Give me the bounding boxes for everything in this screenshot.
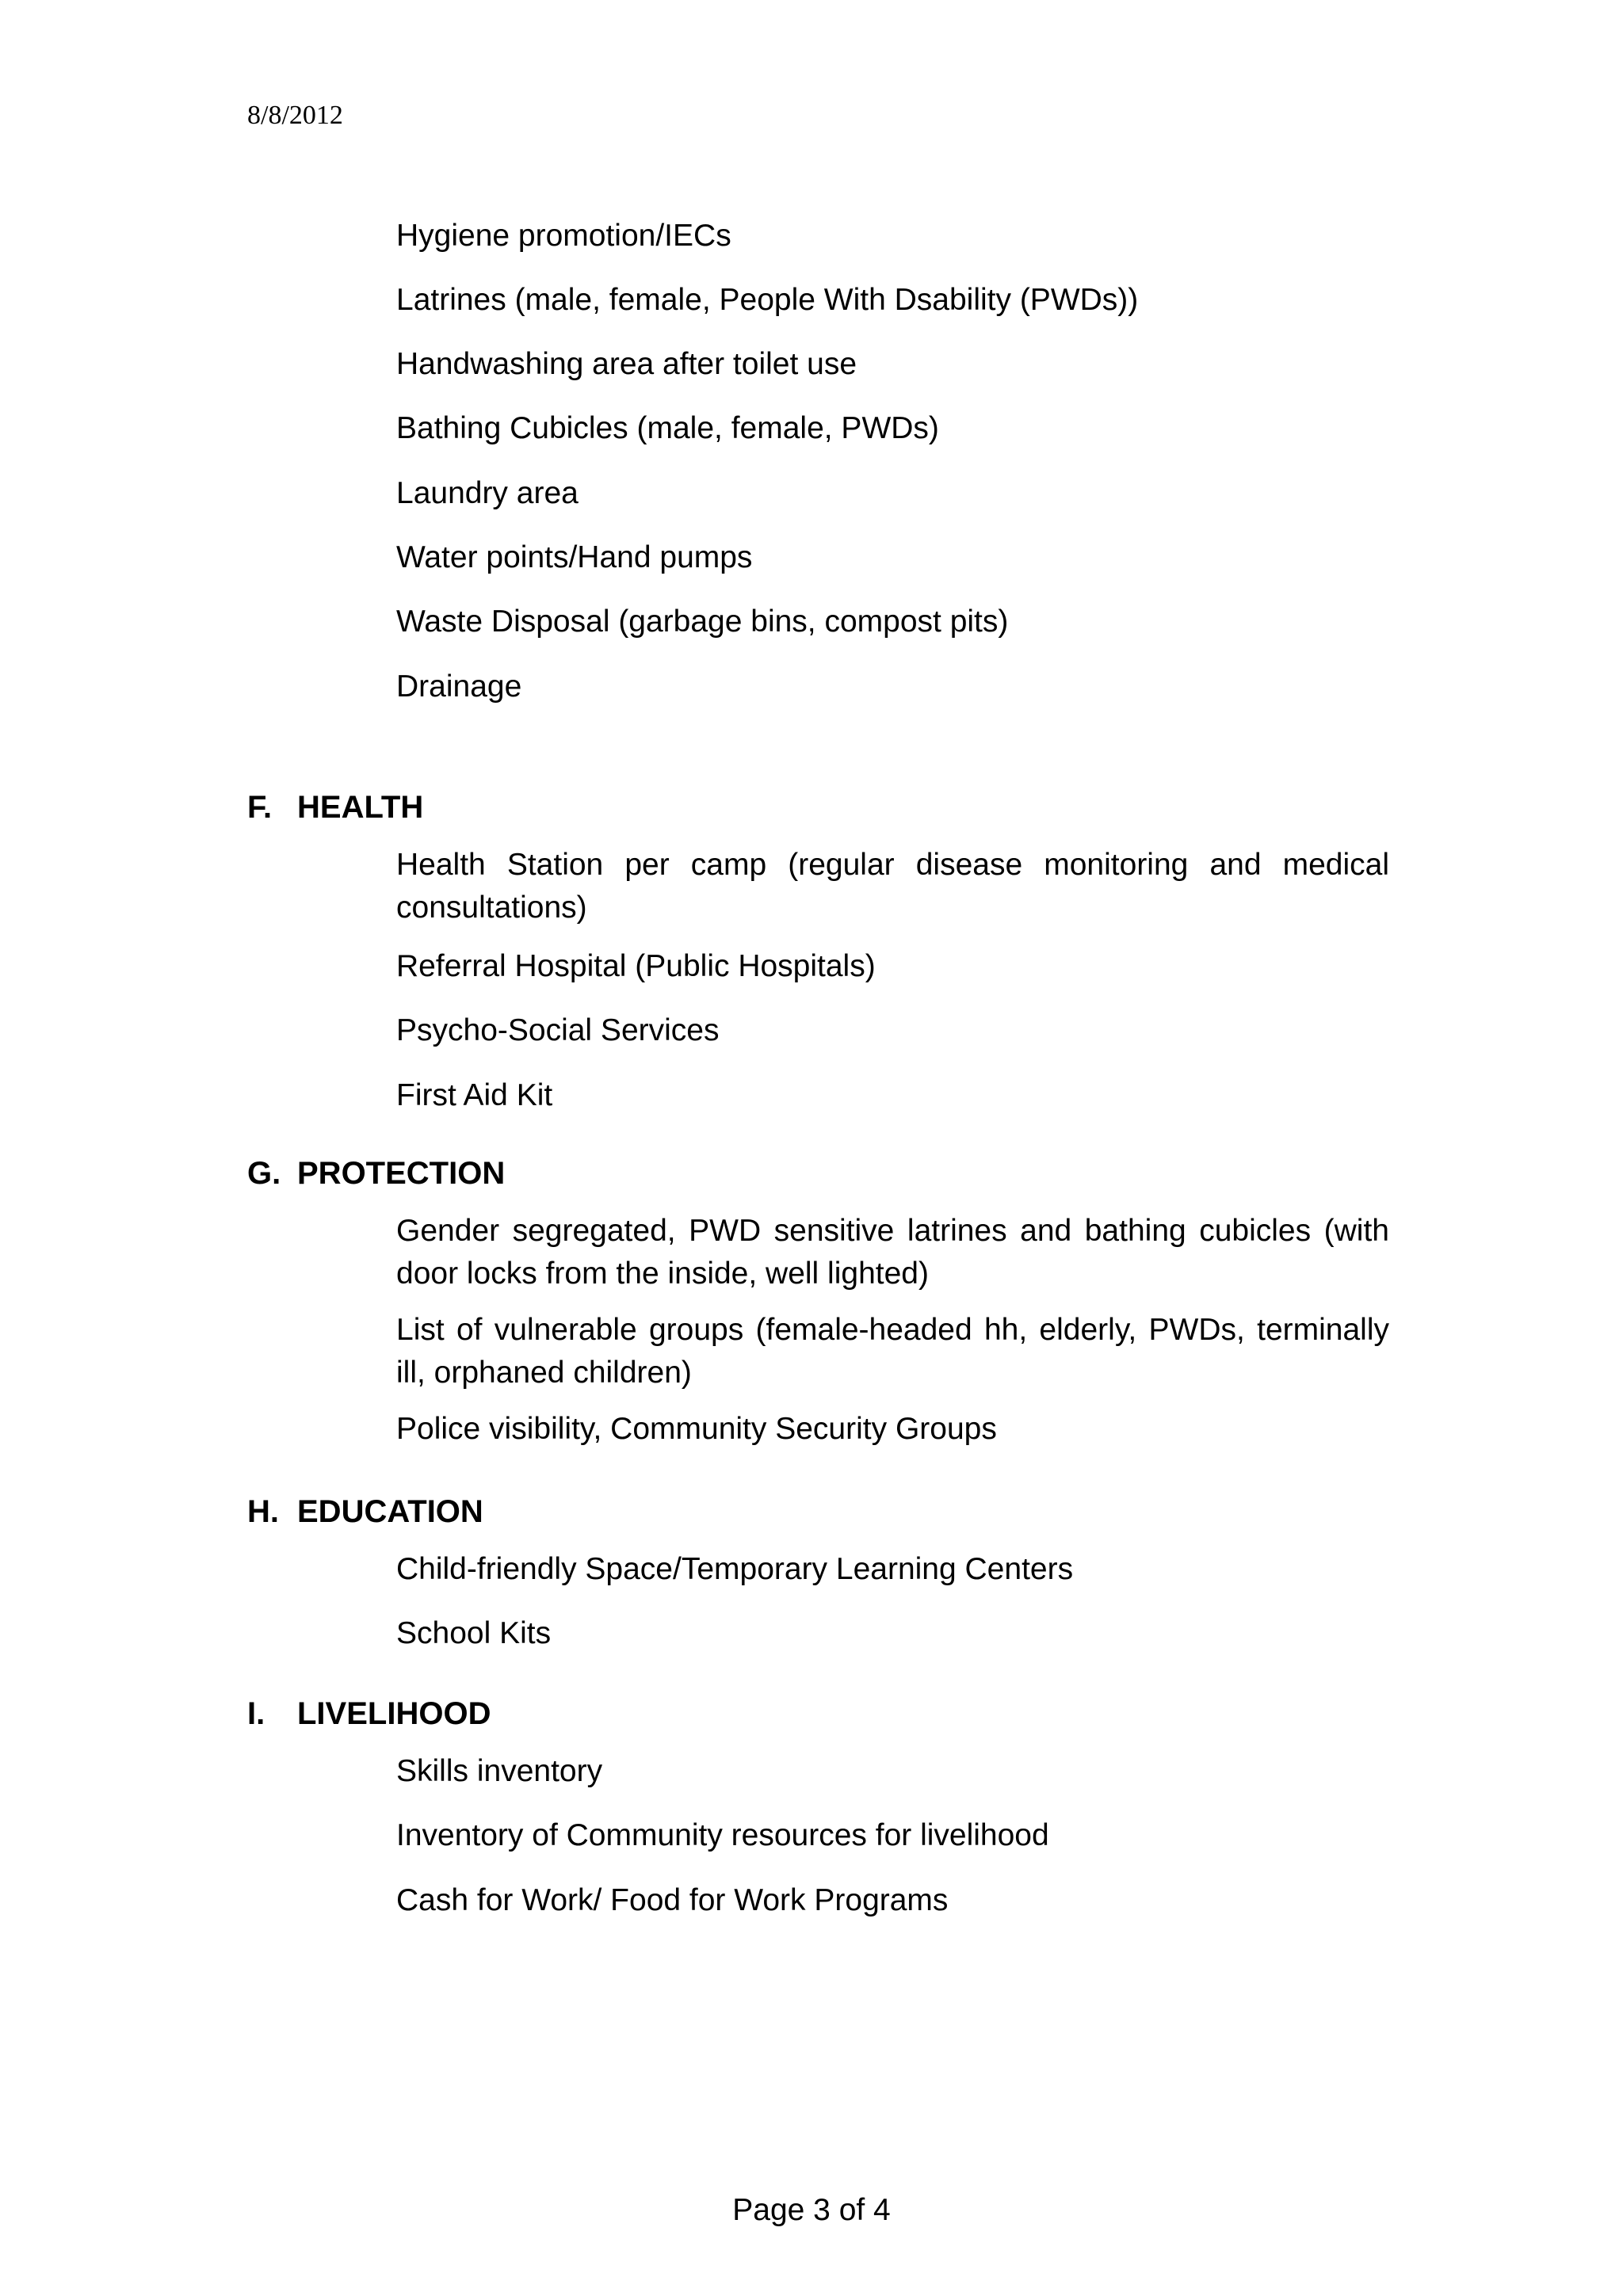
list-item: Health Station per camp (regular disease monitoring and medical consultations) xyxy=(396,848,1389,925)
list-item: Police visibility, Community Security Groups xyxy=(396,1412,997,1446)
section-title: PROTECTION xyxy=(297,1156,506,1191)
section-letter: G. xyxy=(247,1156,281,1191)
section-letter: H. xyxy=(247,1494,279,1529)
section-letter: F. xyxy=(247,790,273,825)
list-item: Latrines (male, female, People With Dsability (PWDs)) xyxy=(396,283,1139,317)
list-item: Hygiene promotion/IECs xyxy=(396,219,731,253)
list-item: Gender segregated, PWD sensitive latrines and bathing cubicles (with door locks from the inside, well lighted) xyxy=(396,1214,1389,1291)
section-title: EDUCATION xyxy=(297,1494,483,1529)
list-item: Water points/Hand pumps xyxy=(396,540,753,574)
document-date: 8/8/2012 xyxy=(247,101,343,130)
list-item: Inventory of Community resources for livelihood xyxy=(396,1818,1049,1852)
list-item: Waste Disposal (garbage bins, compost pits) xyxy=(396,605,1009,639)
section-title: LIVELIHOOD xyxy=(297,1696,491,1731)
list-item: Laundry area xyxy=(396,476,579,510)
list-item: Handwashing area after toilet use xyxy=(396,347,857,381)
section-title: HEALTH xyxy=(297,790,424,825)
list-item: Psycho-Social Services xyxy=(396,1013,720,1047)
list-item: List of vulnerable groups (female-headed hh, elderly, PWDs, terminally ill, orphaned children) xyxy=(396,1313,1389,1390)
list-item: Referral Hospital (Public Hospitals) xyxy=(396,949,876,983)
section-heading-health xyxy=(247,786,423,829)
list-item: Cash for Work/ Food for Work Programs xyxy=(396,1883,949,1917)
list-item: Drainage xyxy=(396,669,522,704)
list-item: First Aid Kit xyxy=(396,1078,553,1112)
section-heading-education xyxy=(247,1490,483,1533)
list-item: Child-friendly Space/Temporary Learning Centers xyxy=(396,1552,1074,1586)
section-heading-protection xyxy=(247,1152,505,1195)
list-item: Bathing Cubicles (male, female, PWDs) xyxy=(396,411,939,445)
list-item: School Kits xyxy=(396,1616,552,1650)
section-letter: I. xyxy=(247,1696,265,1731)
section-heading-livelihood xyxy=(247,1692,491,1735)
page-number: Page 3 of 4 xyxy=(732,2193,891,2227)
list-item: Skills inventory xyxy=(396,1754,603,1788)
